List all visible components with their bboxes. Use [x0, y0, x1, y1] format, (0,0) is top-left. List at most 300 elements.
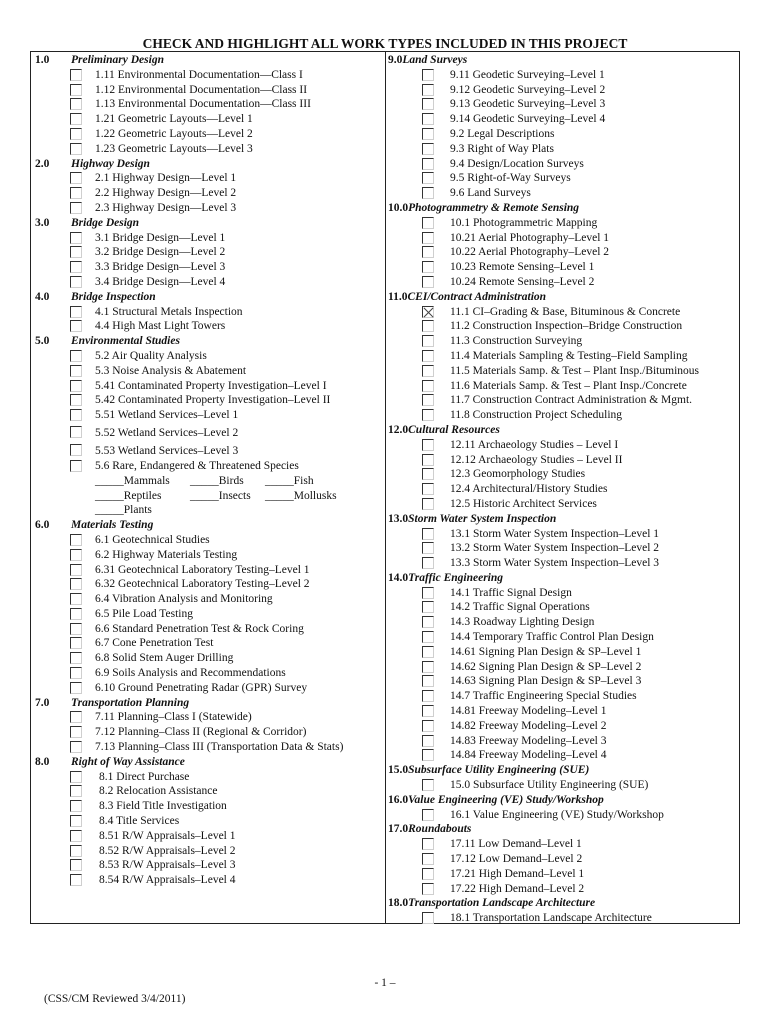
work-type-label: 5.3 Noise Analysis & Abatement [95, 364, 247, 377]
work-type-item [388, 600, 738, 615]
section-number: 14.0 [388, 571, 409, 584]
work-type-item [388, 216, 738, 231]
checked-checkbox[interactable] [422, 306, 434, 318]
checkbox[interactable] [70, 845, 82, 857]
section-number: 17.0 [388, 823, 409, 836]
work-type-item [35, 622, 381, 637]
section-number: 3.0 [35, 216, 50, 229]
checkbox[interactable] [422, 690, 434, 702]
checkbox[interactable] [422, 853, 434, 865]
checkbox[interactable] [422, 883, 434, 895]
work-type-item [388, 734, 738, 749]
section-header-16-0 [388, 793, 738, 808]
checkbox[interactable] [70, 69, 82, 81]
checkbox[interactable] [422, 735, 434, 747]
work-type-label: 8.53 R/W Appraisals–Level 3 [99, 859, 236, 872]
checkbox[interactable] [422, 838, 434, 850]
work-type-item [35, 548, 381, 563]
work-type-item [388, 112, 738, 127]
work-type-item [35, 97, 381, 112]
work-type-label: 15.0 Subsurface Utility Engineering (SUE) [450, 779, 649, 792]
work-type-label: 12.4 Architectural/History Studies [450, 483, 608, 496]
checkbox[interactable] [70, 859, 82, 871]
checkbox[interactable] [422, 350, 434, 362]
work-type-label: 9.5 Right-of-Way Surveys [450, 172, 571, 185]
checkbox[interactable] [70, 549, 82, 561]
work-type-item [388, 334, 738, 349]
checkbox[interactable] [70, 564, 82, 576]
work-type-item [35, 319, 381, 334]
work-type-label: 3.2 Bridge Design—Level 2 [95, 246, 226, 259]
work-type-label: 13.3 Storm Water System Inspection–Level 3 [450, 557, 660, 570]
work-type-item [35, 423, 381, 441]
work-type-label: 5.53 Wetland Services–Level 3 [95, 444, 239, 457]
work-type-label: 9.11 Geodetic Surveying–Level 1 [450, 68, 605, 81]
work-type-item [388, 453, 738, 468]
checkbox[interactable] [422, 468, 434, 480]
checkbox[interactable] [422, 720, 434, 732]
work-type-label: 9.6 Land Surveys [450, 187, 531, 200]
work-type-item [388, 482, 738, 497]
section-name: Roundabouts [408, 823, 472, 836]
work-type-item [388, 231, 738, 246]
work-type-label: 14.83 Freeway Modeling–Level 3 [450, 734, 607, 747]
checkbox[interactable] [70, 306, 82, 318]
checkbox[interactable] [422, 749, 434, 761]
species-row [35, 489, 381, 504]
species-birds-blank[interactable]: _____Birds [190, 474, 244, 487]
checkbox[interactable] [422, 454, 434, 466]
checkbox[interactable] [70, 261, 82, 273]
work-type-item [388, 97, 738, 112]
section-name: Transportation Landscape Architecture [408, 897, 596, 910]
checkbox[interactable] [70, 741, 82, 753]
work-type-label: 6.7 Cone Penetration Test [95, 637, 214, 650]
work-type-label: 5.41 Contaminated Property Investigation–Level I [95, 379, 327, 392]
work-type-item [35, 844, 381, 859]
checkbox[interactable] [422, 631, 434, 643]
work-type-item [388, 586, 738, 601]
work-type-label: 1.22 Geometric Layouts—Level 2 [95, 127, 253, 140]
work-type-item [388, 275, 738, 290]
checkbox[interactable] [70, 232, 82, 244]
work-type-label: 8.2 Relocation Assistance [99, 785, 218, 798]
work-type-label: 10.23 Remote Sensing–Level 1 [450, 261, 595, 274]
work-type-label: 13.2 Storm Water System Inspection–Level 2 [450, 542, 660, 555]
work-type-item [388, 615, 738, 630]
checkbox[interactable] [70, 172, 82, 184]
checkbox[interactable] [70, 534, 82, 546]
work-type-label: 8.52 R/W Appraisals–Level 2 [99, 844, 236, 857]
checkbox[interactable] [422, 587, 434, 599]
checkbox[interactable] [422, 912, 434, 924]
checkbox[interactable] [70, 246, 82, 258]
checkbox[interactable] [422, 542, 434, 554]
work-type-label: 17.11 Low Demand–Level 1 [450, 838, 582, 851]
species-insects-blank[interactable]: _____Insects [190, 489, 251, 502]
section-number: 15.0 [388, 764, 409, 777]
checkbox[interactable] [70, 365, 82, 377]
section-name: Land Surveys [402, 54, 468, 66]
work-type-item [35, 305, 381, 320]
work-type-label: 16.1 Value Engineering (VE) Study/Workshop [450, 808, 664, 821]
work-type-item [388, 556, 738, 571]
work-type-item [35, 681, 381, 696]
checkbox[interactable] [70, 444, 82, 456]
work-type-item [35, 592, 381, 607]
section-header-14-0 [388, 571, 738, 586]
work-type-item [35, 127, 381, 142]
section-name: Photogrammetry & Remote Sensing [408, 201, 580, 214]
section-number: 8.0 [35, 755, 50, 768]
work-type-label: 7.13 Planning–Class III (Transportation Data & Stats) [95, 741, 344, 754]
section-name: Highway Design [71, 157, 150, 170]
work-type-label: 8.54 R/W Appraisals–Level 4 [99, 874, 236, 887]
checkbox[interactable] [70, 350, 82, 362]
checkbox[interactable] [422, 868, 434, 880]
species-reptiles-blank[interactable]: _____Reptiles [95, 489, 162, 502]
checkbox[interactable] [70, 320, 82, 332]
work-type-label: 11.4 Materials Sampling & Testing–Field Sampling [450, 349, 688, 362]
work-type-item [388, 127, 738, 142]
section-name: Traffic Engineering [408, 571, 504, 584]
section-number: 1.0 [35, 54, 50, 66]
work-type-label: 18.1 Transportation Landscape Architecture [450, 912, 652, 925]
checkbox[interactable] [422, 158, 434, 170]
work-type-label: 14.3 Roadway Lighting Design [450, 616, 595, 629]
species-plants-blank[interactable]: _____Plants [95, 504, 152, 517]
checkbox[interactable] [422, 528, 434, 540]
checkbox[interactable] [70, 409, 82, 421]
work-type-item [35, 364, 381, 379]
work-type-label: 6.31 Geotechnical Laboratory Testing–Level 1 [95, 563, 310, 576]
work-type-label: 8.1 Direct Purchase [99, 770, 190, 783]
section-name: Value Engineering (VE) Study/Workshop [408, 793, 604, 806]
work-type-label: 10.1 Photogrammetric Mapping [450, 216, 598, 229]
work-type-label: 9.2 Legal Descriptions [450, 127, 555, 140]
work-type-label: 14.62 Signing Plan Design & SP–Level 2 [450, 660, 642, 673]
section-number: 18.0 [388, 897, 409, 910]
checkbox[interactable] [422, 69, 434, 81]
checkbox[interactable] [422, 217, 434, 229]
checkbox[interactable] [70, 202, 82, 214]
work-type-label: 11.1 CI–Grading & Base, Bituminous & Concrete [450, 305, 681, 318]
section-header-11-0 [388, 290, 738, 305]
work-type-label: 4.1 Structural Metals Inspection [95, 305, 243, 318]
work-type-label: 2.3 Highway Design—Level 3 [95, 201, 237, 214]
section-name: Transportation Planning [71, 696, 190, 709]
work-type-label: 6.2 Highway Materials Testing [95, 548, 238, 561]
checkbox[interactable] [70, 874, 82, 886]
work-type-item [35, 112, 381, 127]
work-type-label: 1.23 Geometric Layouts—Level 3 [95, 142, 253, 155]
work-type-label: 8.3 Field Title Investigation [99, 800, 227, 813]
work-type-label: 17.22 High Demand–Level 2 [450, 882, 585, 895]
work-type-item [388, 911, 738, 926]
work-type-item [35, 441, 381, 459]
checkbox[interactable] [70, 771, 82, 783]
section-header-5-0 [35, 334, 381, 349]
work-type-label: 14.1 Traffic Signal Design [450, 586, 572, 599]
checkbox[interactable] [422, 661, 434, 673]
work-type-item [388, 837, 738, 852]
section-number: 9.0 [388, 54, 403, 66]
work-type-item [388, 852, 738, 867]
section-name: Bridge Design [71, 216, 140, 229]
work-type-item [388, 83, 738, 98]
checkbox[interactable] [70, 682, 82, 694]
checkbox[interactable] [70, 830, 82, 842]
work-type-label: 5.42 Contaminated Property Investigation–Level II [95, 394, 331, 407]
section-header-8-0 [35, 755, 381, 770]
work-type-item [35, 393, 381, 408]
work-type-label: 5.51 Wetland Services–Level 1 [95, 409, 239, 422]
checkbox[interactable] [70, 623, 82, 635]
work-type-label: 6.5 Pile Load Testing [95, 607, 194, 620]
work-type-item [388, 393, 738, 408]
work-type-label: 6.8 Solid Stem Auger Drilling [95, 652, 234, 665]
work-type-label: 9.13 Geodetic Surveying–Level 3 [450, 98, 606, 111]
work-type-item [388, 260, 738, 275]
work-type-label: 1.13 Environmental Documentation—Class III [95, 98, 311, 111]
work-type-item [35, 577, 381, 592]
checkbox[interactable] [422, 616, 434, 628]
work-type-label: 11.2 Construction Inspection–Bridge Construction [450, 320, 683, 333]
checkbox[interactable] [70, 143, 82, 155]
work-type-label: 11.6 Materials Samp. & Test – Plant Insp./Concrete [450, 379, 687, 392]
work-type-label: 13.1 Storm Water System Inspection–Level 1 [450, 527, 660, 540]
work-type-label: 8.4 Title Services [99, 815, 180, 828]
work-type-item [35, 873, 381, 888]
checkbox[interactable] [70, 652, 82, 664]
checkbox[interactable] [70, 276, 82, 288]
work-type-label: 5.6 Rare, Endangered & Threatened Species [95, 459, 299, 472]
checkbox[interactable] [70, 726, 82, 738]
work-type-label: 14.61 Signing Plan Design & SP–Level 1 [450, 645, 642, 658]
species-mollusks-blank[interactable]: _____Mollusks [265, 489, 337, 502]
checkbox[interactable] [422, 557, 434, 569]
work-type-item [388, 645, 738, 660]
checkbox[interactable] [422, 705, 434, 717]
work-type-item [35, 710, 381, 725]
section-header-7-0 [35, 696, 381, 711]
work-type-label: 14.2 Traffic Signal Operations [450, 601, 590, 614]
work-type-item [35, 231, 381, 246]
checkbox[interactable] [422, 483, 434, 495]
work-type-item [388, 867, 738, 882]
right-column [388, 53, 738, 926]
work-type-item [388, 245, 738, 260]
column-divider [385, 52, 386, 923]
checkbox[interactable] [422, 335, 434, 347]
section-header-4-0 [35, 290, 381, 305]
checkbox[interactable] [70, 608, 82, 620]
work-type-item [388, 186, 738, 201]
checkbox[interactable] [422, 84, 434, 96]
work-type-label: 9.3 Right of Way Plats [450, 142, 554, 155]
checkbox[interactable] [422, 246, 434, 258]
checkbox[interactable] [422, 261, 434, 273]
work-type-label: 9.12 Geodetic Surveying–Level 2 [450, 83, 606, 96]
checkbox[interactable] [422, 172, 434, 184]
work-type-item [35, 784, 381, 799]
work-type-label: 5.52 Wetland Services–Level 2 [95, 426, 239, 439]
section-name: Materials Testing [71, 519, 154, 532]
work-type-item [388, 319, 738, 334]
work-type-label: 1.11 Environmental Documentation—Class I [95, 68, 303, 81]
work-type-item [35, 379, 381, 394]
checkbox[interactable] [422, 320, 434, 332]
checkbox[interactable] [422, 143, 434, 155]
species-row [35, 474, 381, 489]
checkbox[interactable] [70, 84, 82, 96]
checkbox[interactable] [70, 380, 82, 392]
work-type-label: 2.1 Highway Design—Level 1 [95, 172, 237, 185]
work-type-label: 14.7 Traffic Engineering Special Studies [450, 690, 637, 703]
checkbox[interactable] [70, 667, 82, 679]
checkbox[interactable] [422, 779, 434, 791]
section-number: 10.0 [388, 201, 409, 214]
checkbox[interactable] [70, 460, 82, 472]
work-type-item [35, 829, 381, 844]
checkbox[interactable] [70, 815, 82, 827]
checkbox[interactable] [422, 646, 434, 658]
checkbox[interactable] [70, 394, 82, 406]
checkbox[interactable] [70, 187, 82, 199]
section-header-9-0 [388, 53, 738, 68]
work-type-label: 10.22 Aerial Photography–Level 2 [450, 246, 610, 259]
work-type-label: 3.1 Bridge Design—Level 1 [95, 231, 226, 244]
checkbox[interactable] [422, 498, 434, 510]
checkbox[interactable] [422, 187, 434, 199]
checkbox[interactable] [422, 409, 434, 421]
section-header-6-0 [35, 518, 381, 533]
work-type-item [388, 408, 738, 423]
section-header-13-0 [388, 512, 738, 527]
section-header-3-0 [35, 216, 381, 231]
checkbox[interactable] [422, 98, 434, 110]
checkbox[interactable] [70, 711, 82, 723]
section-number: 2.0 [35, 157, 50, 170]
work-type-label: 6.1 Geotechnical Studies [95, 533, 210, 546]
work-type-item [388, 305, 738, 320]
checkbox[interactable] [70, 128, 82, 140]
section-name: Environmental Studies [71, 335, 180, 348]
work-type-label: 14.84 Freeway Modeling–Level 4 [450, 749, 607, 762]
species-mammals-blank[interactable]: _____Mammals [95, 474, 170, 487]
section-number: 11.0 [388, 290, 408, 303]
checkbox[interactable] [70, 785, 82, 797]
work-types-table [30, 51, 740, 924]
work-type-item [388, 704, 738, 719]
work-type-label: 8.51 R/W Appraisals–Level 1 [99, 829, 236, 842]
section-number: 12.0 [388, 423, 409, 436]
work-type-item [388, 497, 738, 512]
checkbox[interactable] [422, 128, 434, 140]
work-type-item [35, 725, 381, 740]
work-type-label: 14.4 Temporary Traffic Control Plan Design [450, 631, 654, 644]
work-type-item [35, 740, 381, 755]
checkbox[interactable] [422, 601, 434, 613]
work-type-item [388, 674, 738, 689]
work-type-label: 10.21 Aerial Photography–Level 1 [450, 231, 610, 244]
species-fish-blank[interactable]: _____Fish [265, 474, 314, 487]
checkbox[interactable] [422, 809, 434, 821]
checkbox[interactable] [422, 380, 434, 392]
work-type-label: 12.11 Archaeology Studies – Level I [450, 438, 619, 451]
work-type-label: 4.4 High Mast Light Towers [95, 320, 226, 333]
work-type-label: 11.5 Materials Samp. & Test – Plant Insp./Bituminous [450, 364, 699, 377]
checkbox[interactable] [70, 113, 82, 125]
work-type-label: 6.6 Standard Penetration Test & Rock Coring [95, 622, 304, 635]
work-type-item [35, 770, 381, 785]
checkbox[interactable] [422, 439, 434, 451]
checkbox[interactable] [70, 426, 82, 438]
section-name: Preliminary Design [71, 54, 164, 66]
work-type-label: 7.11 Planning–Class I (Statewide) [95, 711, 252, 724]
work-type-item [388, 68, 738, 83]
checkbox[interactable] [422, 394, 434, 406]
section-name: Subsurface Utility Engineering (SUE) [408, 764, 590, 777]
work-type-label: 11.8 Construction Project Scheduling [450, 409, 623, 422]
work-type-item [35, 858, 381, 873]
checkbox[interactable] [422, 365, 434, 377]
section-header-15-0 [388, 763, 738, 778]
work-type-label: 1.21 Geometric Layouts—Level 1 [95, 113, 253, 126]
work-type-label: 7.12 Planning–Class II (Regional & Corridor) [95, 726, 307, 739]
work-type-item [388, 660, 738, 675]
checkbox[interactable] [422, 276, 434, 288]
checkbox[interactable] [70, 578, 82, 590]
checkbox[interactable] [70, 98, 82, 110]
work-type-label: 5.2 Air Quality Analysis [95, 349, 207, 362]
work-type-label: 11.3 Construction Surveying [450, 335, 583, 348]
work-type-item [35, 459, 381, 474]
work-type-item [388, 719, 738, 734]
work-type-item [388, 808, 738, 823]
work-type-label: 9.4 Design/Location Surveys [450, 157, 584, 170]
section-header-18-0 [388, 896, 738, 911]
work-type-label: 12.3 Geomorphology Studies [450, 468, 586, 481]
work-type-item [35, 245, 381, 260]
checkbox[interactable] [422, 675, 434, 687]
work-type-item [35, 201, 381, 216]
checkbox[interactable] [70, 637, 82, 649]
checkbox[interactable] [70, 593, 82, 605]
work-type-label: 10.24 Remote Sensing–Level 2 [450, 275, 595, 288]
work-type-item [35, 408, 381, 423]
work-type-item [35, 260, 381, 275]
work-type-item [388, 882, 738, 897]
section-name: CEI/Contract Administration [407, 290, 547, 303]
work-type-label: 14.82 Freeway Modeling–Level 2 [450, 719, 607, 732]
work-type-label: 14.81 Freeway Modeling–Level 1 [450, 705, 607, 718]
work-type-item [35, 607, 381, 622]
section-number: 13.0 [388, 512, 409, 525]
work-type-label: 12.12 Archaeology Studies – Level II [450, 453, 623, 466]
section-number: 6.0 [35, 519, 50, 532]
work-type-label: 17.21 High Demand–Level 1 [450, 867, 585, 880]
checkbox[interactable] [422, 232, 434, 244]
section-header-12-0 [388, 423, 738, 438]
work-type-item [35, 142, 381, 157]
section-number: 4.0 [35, 290, 50, 303]
page-title: CHECK AND HIGHLIGHT ALL WORK TYPES INCLUDED IN THIS PROJECT [142, 36, 628, 51]
work-type-item [35, 83, 381, 98]
checkbox[interactable] [70, 800, 82, 812]
work-type-item [388, 171, 738, 186]
checkbox[interactable] [422, 113, 434, 125]
